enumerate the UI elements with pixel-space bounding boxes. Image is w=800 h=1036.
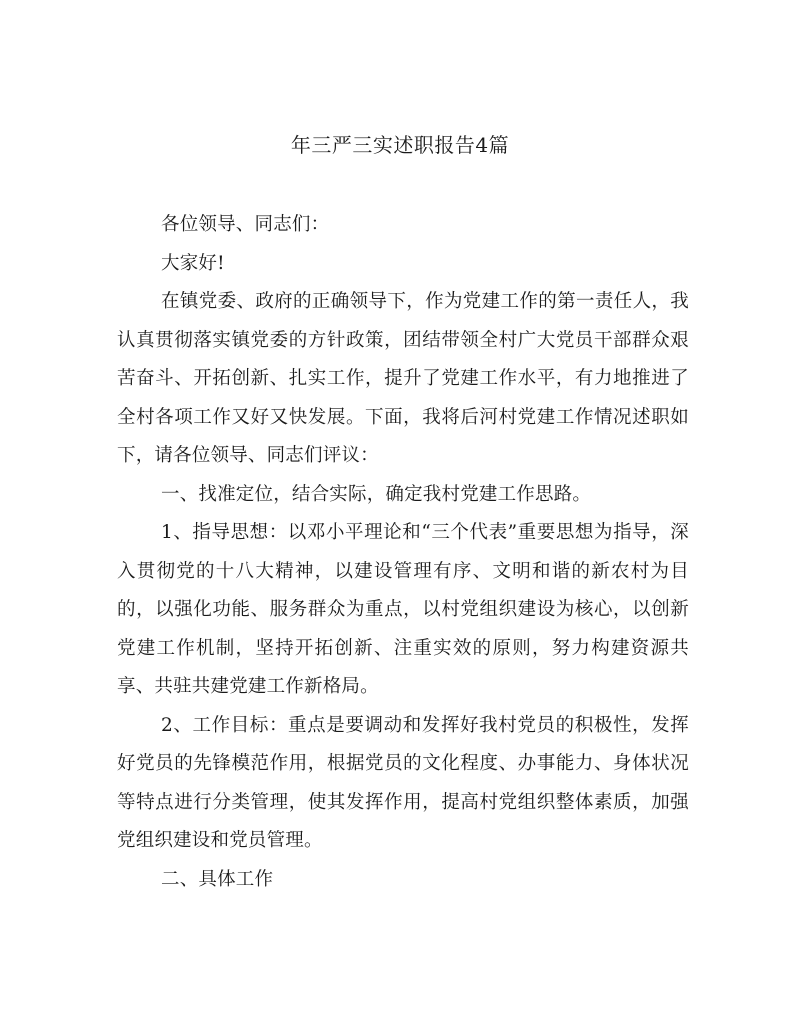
document-title: 年三严三实述职报告4篇 — [290, 133, 510, 157]
section-heading-2: 二、具体工作 — [161, 868, 274, 890]
paragraph-intro: 在镇党委、政府的正确领导下，作为党建工作的第一责任人，我认真贯彻落实镇党委的方针政策，团结带领全村广大党员干部群众艰苦奋斗、开拓创新、扎实工作，提升了党建工作水平，有力地推进了全村各项工作又好又快发展。下面，我将后河村党建工作情况述职如下，请各位领导、同志们评议： — [117, 291, 689, 466]
paragraph-greeting: 大家好! — [161, 252, 225, 274]
document-body — [117, 206, 689, 899]
paragraph-work-goal: 2、工作目标：重点是要调动和发挥好我村党员的积极性，发挥好党员的先锋模范作用，根据党员的文化程度、办事能力、身体状况等特点进行分类管理，使其发挥作用，提高村党组织整体素质，加强党组织建设和党员管理。 — [117, 714, 689, 851]
paragraph-salutation: 各位领导、同志们： — [161, 214, 330, 235]
section-heading-1: 一、找准定位，结合实际，确定我村党建工作思路。 — [161, 483, 592, 505]
paragraph-guiding-thought: 1、指导思想：以邓小平理论和“三个代表”重要思想为指导，深入贯彻党的十八大精神，以建设管理有序、文明和谐的新农村为目的，以强化功能、服务群众为重点，以村党组织建设为核心，以创新党建工作机制，坚持开拓创新、注重实效的原则，努力构建资源共享、共驻共建党建工作新格局。 — [117, 522, 689, 697]
